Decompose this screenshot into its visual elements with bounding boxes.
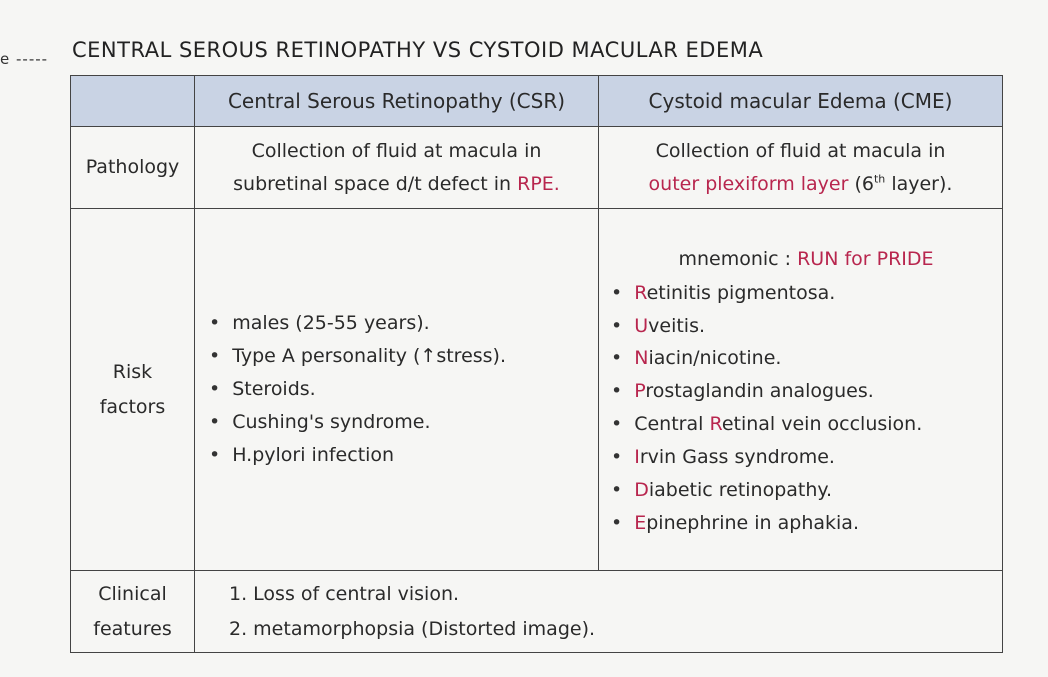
list-item: • males (25-55 years). bbox=[209, 307, 597, 340]
list-item: • Type A personality (↑stress). bbox=[209, 340, 597, 373]
list-item: • Irvin Gass syndrome. bbox=[611, 441, 1001, 474]
list-item: • Central Retinal vein occlusion. bbox=[611, 408, 1001, 441]
list-item: • Prostaglandin analogues. bbox=[611, 375, 1001, 408]
pathology-cme-line2: outer plexiform layer (6th layer). bbox=[648, 172, 953, 195]
header-csr: Central Serous Retinopathy (CSR) bbox=[195, 76, 599, 127]
clinical-features bbox=[195, 571, 1003, 653]
clinical-label: Clinical features bbox=[71, 571, 195, 653]
list-item: • Diabetic retinopathy. bbox=[611, 474, 1001, 507]
page-title: CENTRAL SEROUS RETINOPATHY VS CYSTOID MACULAR EDEMA bbox=[72, 38, 764, 62]
mnemonic: mnemonic : RUN for PRIDE bbox=[678, 248, 934, 271]
rpe-highlight: RPE. bbox=[517, 172, 560, 195]
pathology-csr bbox=[195, 127, 599, 209]
list-item: • Retinitis pigmentosa. bbox=[611, 277, 1001, 310]
header-corner bbox=[71, 76, 195, 127]
list-item: • Niacin/nicotine. bbox=[611, 342, 1001, 375]
pathology-label: Pathology bbox=[71, 127, 195, 209]
list-item: 2. metamorphopsia (Distorted image). bbox=[229, 617, 596, 640]
clinical-row bbox=[71, 571, 1003, 653]
opl-highlight: outer plexiform layer bbox=[648, 172, 849, 195]
list-item: 1. Loss of central vision. bbox=[229, 583, 460, 606]
list-item: • Steroids. bbox=[209, 373, 597, 406]
list-item: • Epinephrine in aphakia. bbox=[611, 507, 1001, 540]
header-cme: Cystoid macular Edema (CME) bbox=[599, 76, 1003, 127]
list-item: • H.pylori infection bbox=[209, 439, 597, 472]
risk-csr bbox=[195, 209, 599, 571]
header-row bbox=[71, 76, 1003, 127]
risk-cme bbox=[599, 209, 1003, 571]
cut-off-prefix: e ----- bbox=[0, 50, 49, 68]
list-item: • Cushing's syndrome. bbox=[209, 406, 597, 439]
risk-csr-list bbox=[209, 307, 597, 471]
pathology-row bbox=[71, 127, 1003, 209]
risk-label: Risk factors bbox=[71, 209, 195, 571]
risk-row bbox=[71, 209, 1003, 571]
risk-cme-list bbox=[611, 277, 1001, 540]
pathology-cme bbox=[599, 127, 1003, 209]
comparison-table bbox=[70, 75, 1003, 653]
pathology-csr-line2: subretinal space d/t defect in RPE. bbox=[233, 172, 560, 195]
pathology-csr-line1: Collection of fluid at macula in bbox=[251, 140, 542, 163]
pathology-cme-line1: Collection of fluid at macula in bbox=[655, 140, 946, 163]
list-item: • Uveitis. bbox=[611, 310, 1001, 343]
